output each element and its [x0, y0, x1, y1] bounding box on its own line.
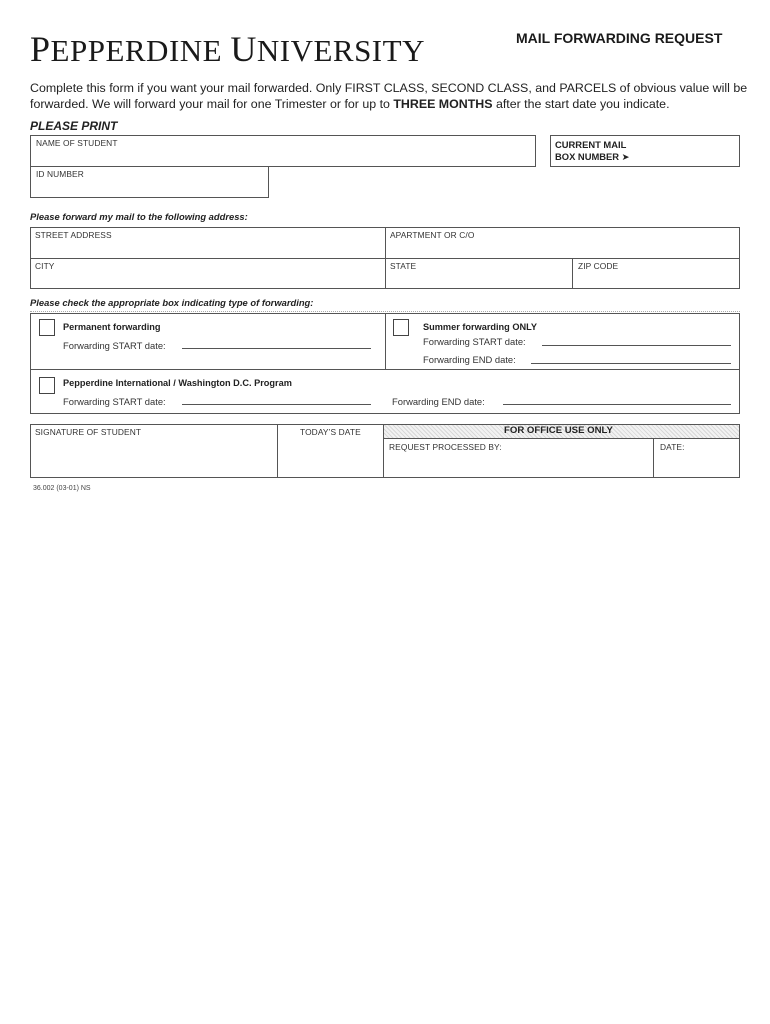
international-checkbox[interactable]: [39, 377, 55, 394]
forwarding-note: Please check the appropriate box indicating type of forwarding:: [30, 297, 314, 308]
zip-code-field[interactable]: [573, 258, 740, 289]
office-date-field[interactable]: [654, 439, 740, 478]
office-date-label: DATE:: [660, 442, 685, 452]
summer-end-label: Forwarding END date:: [423, 354, 516, 365]
logo-word-pepperdine: EPPERDINE: [50, 33, 231, 68]
summer-start-date-input[interactable]: [542, 345, 731, 346]
processed-by-field[interactable]: [384, 439, 653, 478]
logo-letter-p: P: [30, 29, 51, 69]
mailbox-number-field[interactable]: [550, 135, 740, 167]
form-title: MAIL FORWARDING REQUEST: [516, 30, 723, 46]
international-title: Pepperdine International / Washington D.C. Program: [63, 378, 292, 388]
street-address-label: STREET ADDRESS: [35, 230, 112, 240]
permanent-start-date-input[interactable]: [182, 348, 371, 349]
forwarding-col-divider: [385, 313, 386, 369]
intro-text-end: after the start date you indicate.: [492, 97, 670, 111]
student-name-field[interactable]: [30, 135, 536, 167]
office-use-title: FOR OFFICE USE ONLY: [504, 425, 613, 436]
city-label: CITY: [35, 261, 55, 271]
forwarding-row-divider: [30, 369, 740, 370]
logo-word-university: NIVERSITY: [256, 33, 425, 68]
street-address-field[interactable]: [30, 227, 385, 258]
signature-label: SIGNATURE OF STUDENT: [35, 427, 142, 437]
processed-by-label: REQUEST PROCESSED BY:: [389, 442, 502, 452]
summer-title: Summer forwarding ONLY: [423, 322, 538, 332]
zip-code-label: ZIP CODE: [578, 261, 619, 271]
student-name-label: NAME OF STUDENT: [36, 138, 118, 148]
form-number: 36.002 (03-01) NS: [33, 485, 91, 492]
mailbox-label: [555, 139, 630, 163]
todays-date-label: TODAY’S DATE: [300, 427, 361, 437]
id-number-field[interactable]: [30, 166, 269, 198]
address-note: Please forward my mail to the following address:: [30, 211, 248, 222]
international-end-date-input[interactable]: [503, 404, 731, 405]
summer-end-date-input[interactable]: [531, 363, 731, 364]
intro-paragraph: [30, 80, 750, 112]
dotted-separator: [30, 311, 740, 312]
permanent-start-label: Forwarding START date:: [63, 340, 166, 351]
intro-bold-text: THREE MONTHS: [393, 97, 493, 111]
apartment-field[interactable]: [386, 227, 740, 258]
international-start-label: Forwarding START date:: [63, 396, 166, 407]
apartment-label: APARTMENT OR C/O: [390, 230, 475, 240]
permanent-checkbox[interactable]: [39, 319, 55, 336]
please-print-label: PLEASE PRINT: [30, 119, 118, 133]
international-end-label: Forwarding END date:: [392, 396, 485, 407]
state-field[interactable]: [386, 258, 572, 289]
summer-start-label: Forwarding START date:: [423, 336, 526, 347]
state-label: STATE: [390, 261, 417, 271]
todays-date-field[interactable]: [278, 424, 383, 478]
university-logo: [30, 28, 425, 70]
logo-letter-u: U: [230, 29, 257, 69]
permanent-title: Permanent forwarding: [63, 322, 161, 332]
city-field[interactable]: [30, 258, 385, 289]
id-number-label: ID NUMBER: [36, 169, 84, 179]
signature-field[interactable]: [30, 424, 277, 478]
international-start-date-input[interactable]: [182, 404, 371, 405]
summer-checkbox[interactable]: [393, 319, 409, 336]
mailbox-label-line1: CURRENT MAIL: [555, 139, 627, 150]
mailbox-label-line2: BOX NUMBER ➤: [555, 151, 630, 162]
intro-text: Complete this form if you want your mail forwarded. Only FIRST CLASS, SECOND CLASS, and PARCELS of obvious value will be forwarded. We will forward your mail for one Trimester or for up to: [30, 81, 748, 111]
